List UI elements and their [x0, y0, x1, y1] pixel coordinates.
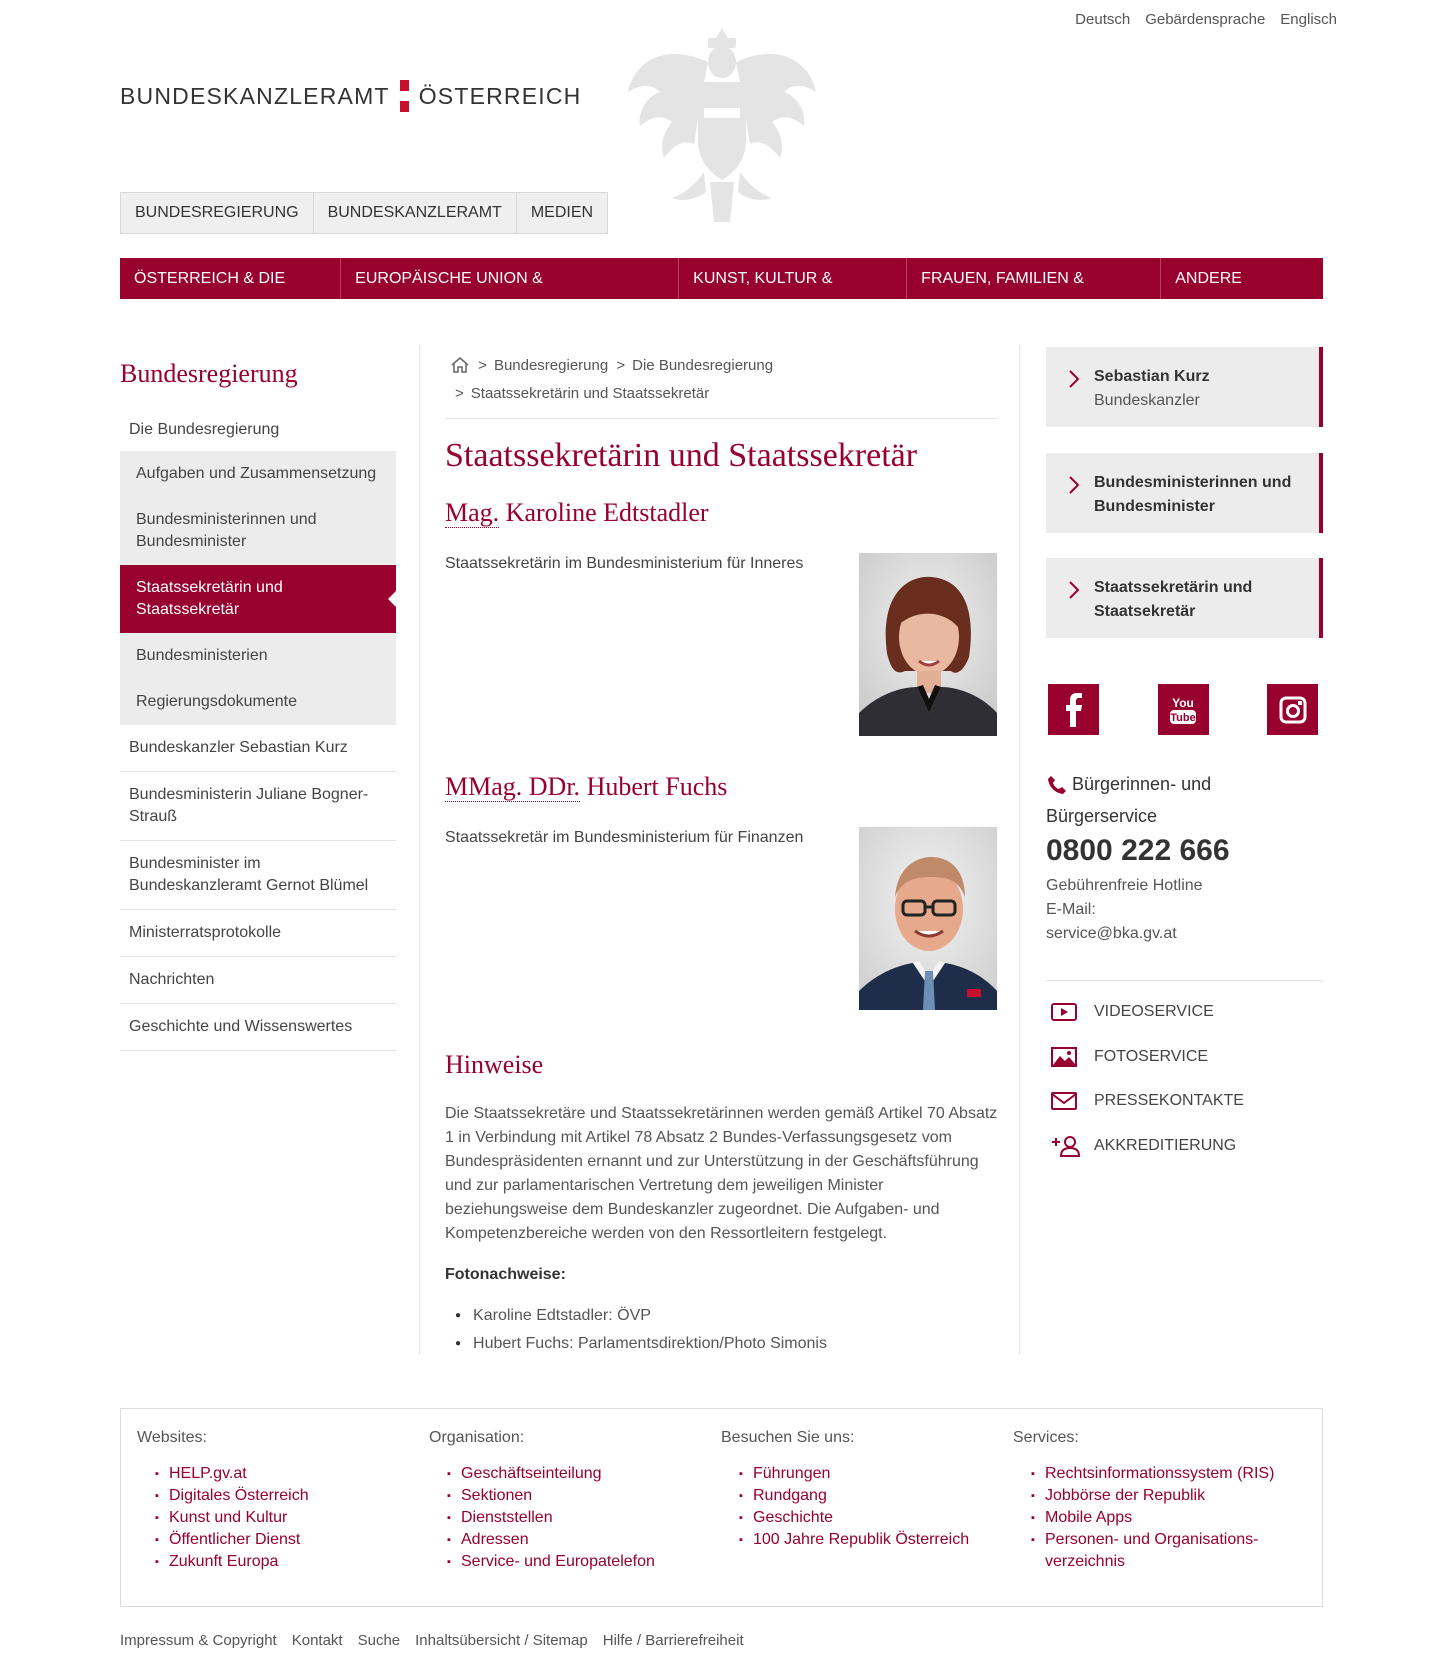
credits-heading: Fotonachweise: — [445, 1266, 566, 1283]
footer-link[interactable]: ▪ Adressen — [447, 1529, 721, 1551]
footer-link[interactable]: ▪ Personen- und Organisations-verzeichnis — [1031, 1529, 1305, 1573]
top-navigation — [120, 192, 608, 234]
site-logo[interactable] — [120, 80, 581, 112]
email-link[interactable]: service@bka.gv.at — [1046, 925, 1177, 942]
card-sebastian-kurz[interactable] — [1046, 347, 1323, 427]
breadcrumb-bundesregierung[interactable]: Bundesregierung — [493, 357, 609, 374]
card-staatssekretaer[interactable] — [1046, 558, 1323, 638]
videoservice-link[interactable] — [1046, 990, 1323, 1035]
service-label: VIDEOSERVICE — [1094, 1003, 1214, 1021]
footer-link[interactable]: ▪ Digitales Österreich — [155, 1485, 429, 1507]
person-role-edtstadler: Staatssekretärin im Bundesministerium für Inneres — [445, 555, 804, 572]
youtube-icon[interactable] — [1158, 684, 1209, 735]
footer — [120, 1408, 1323, 1607]
phone-icon — [1046, 774, 1068, 796]
hotline-title: Bürgerinnen- und Bürgerservice — [1046, 774, 1212, 826]
sidebar-submenu — [120, 451, 396, 725]
topnav-bundeskanzleramt[interactable]: BUNDESKANZLERAMT — [314, 193, 517, 233]
breadcrumb-current: Staatssekretärin und Staatssekretär — [470, 385, 710, 402]
card-bundesminister[interactable] — [1046, 453, 1323, 533]
service-links — [1046, 990, 1323, 1168]
service-label: AKKREDITIERUNG — [1094, 1136, 1237, 1154]
topnav-medien[interactable]: MEDIEN — [530, 204, 594, 221]
person-academic-title: Mag. — [445, 498, 500, 527]
sidebar-item-bundesminister-bka[interactable]: Bundesminister im Bundeskanzleramt Gernot Blümel — [120, 841, 396, 910]
service-label: PRESSEKONTAKTE — [1094, 1092, 1244, 1110]
footer-link[interactable]: ▪ Öffentlicher Dienst — [155, 1529, 429, 1551]
footer-link[interactable]: ▪ Zukunft Europa — [155, 1551, 429, 1573]
sidebar-item-ministerratsprotokolle[interactable]: Ministerratsprotokolle — [120, 910, 396, 957]
person-role-fuchs: Staatssekretär im Bundesministerium für Finanzen — [445, 829, 804, 846]
footer-link[interactable]: ▪ Führungen — [739, 1463, 1013, 1485]
fotoservice-link[interactable] — [1046, 1035, 1323, 1080]
footer-column-services — [1013, 1429, 1305, 1586]
card-title: Sebastian Kurz — [1094, 368, 1210, 385]
kontakt-link[interactable]: Kontakt — [291, 1632, 343, 1649]
footer-link[interactable]: ▪ HELP.gv.at — [155, 1463, 429, 1485]
breadcrumb-separator: > — [616, 357, 626, 374]
footer-heading: Besuchen Sie uns: — [721, 1429, 855, 1446]
mainnav-frauen-familien[interactable]: FRAUEN, FAMILIEN & JUGEND — [907, 258, 1161, 299]
svg-text:Tube: Tube — [1170, 711, 1196, 724]
sidebar-subitem-aufgaben[interactable]: Aufgaben und Zusammensetzung — [136, 465, 377, 482]
list-item: ● Hubert Fuchs: Parlamentsdirektion/Photo Simonis — [455, 1330, 827, 1358]
footer-heading: Websites: — [137, 1429, 207, 1446]
chevron-right-icon — [1068, 369, 1080, 389]
sidebar-subitem-bundesministerien[interactable]: Bundesministerien — [136, 647, 268, 664]
logo-text-left: BUNDESKANZLERAMT — [120, 82, 390, 109]
topnav-bundesregierung[interactable]: BUNDESREGIERUNG — [121, 193, 314, 233]
footer-link[interactable]: ▪ Service- und Europatelefon — [447, 1551, 721, 1573]
footer-bottom-links — [120, 1632, 744, 1649]
breadcrumb-divider — [445, 418, 997, 419]
card-title: Bundesministerinnen und Bundesminister — [1094, 474, 1292, 515]
image-icon — [1051, 1047, 1077, 1067]
breadcrumb-die-bundesregierung[interactable]: Die Bundesregierung — [632, 357, 774, 374]
breadcrumb — [445, 352, 995, 408]
left-divider — [419, 345, 420, 1355]
mainnav-kunst-kultur[interactable]: KUNST, KULTUR & MEDIEN — [679, 258, 907, 299]
mainnav-oesterreich-welt[interactable]: ÖSTERREICH & DIE WELT — [120, 258, 341, 299]
sitemap-link[interactable]: Inhaltsübersicht / Sitemap — [415, 1632, 588, 1649]
sidebar-item-bundesministerin[interactable]: Bundesministerin Juliane Bogner-Strauß — [120, 772, 396, 841]
citizen-service-hotline — [1046, 768, 1323, 946]
facebook-icon[interactable] — [1048, 684, 1099, 735]
page-title: Staatssekretärin und Staatssekretär — [445, 437, 918, 474]
service-divider — [1046, 980, 1323, 981]
austria-flag-icon — [400, 80, 409, 112]
credits-list — [455, 1302, 827, 1358]
sidebar — [120, 345, 396, 1051]
impressum-link[interactable]: Impressum & Copyright — [120, 1632, 277, 1649]
person-academic-title: MMag. DDr. — [445, 772, 581, 801]
footer-column-organisation — [429, 1429, 721, 1586]
footer-link[interactable]: ▪ 100 Jahre Republik Österreich — [739, 1529, 1013, 1551]
add-user-icon — [1051, 1135, 1081, 1157]
akkreditierung-link[interactable] — [1046, 1124, 1323, 1169]
logo-text-right: ÖSTERREICH — [418, 82, 582, 109]
footer-link[interactable]: ▪ Rundgang — [739, 1485, 1013, 1507]
sidebar-subitem-regierungsdokumente[interactable]: Regierungsdokumente — [136, 693, 297, 710]
service-label: FOTOSERVICE — [1094, 1047, 1209, 1065]
hotline-note: Gebührenfreie Hotline — [1046, 877, 1203, 894]
list-item: ● Karoline Edtstadler: ÖVP — [455, 1302, 827, 1330]
sidebar-item-geschichte[interactable]: Geschichte und Wissenswertes — [120, 1004, 396, 1051]
footer-column-websites — [137, 1429, 429, 1586]
language-switch — [1075, 11, 1337, 28]
svg-text:You: You — [1172, 695, 1194, 710]
mail-icon — [1051, 1091, 1077, 1111]
footer-heading: Organisation: — [429, 1429, 525, 1446]
portrait-photo-fuchs — [859, 827, 997, 1010]
sidebar-title: Bundesregierung — [120, 359, 298, 388]
sidebar-item-die-bundesregierung[interactable]: Die Bundesregierung — [129, 421, 280, 438]
hilfe-link[interactable]: Hilfe / Barrierefreiheit — [602, 1632, 744, 1649]
breadcrumb-separator: > — [455, 385, 464, 402]
person-name-text: Hubert Fuchs — [586, 772, 728, 801]
person-name-text: Karoline Edtstadler — [505, 498, 709, 527]
footer-link[interactable]: ▪ Kunst und Kultur — [155, 1507, 429, 1529]
main-navigation — [120, 258, 1323, 328]
breadcrumb-separator: > — [478, 357, 487, 374]
lang-gebaerdensprache[interactable]: Gebärdensprache — [1145, 11, 1266, 28]
mainnav-andere-themen[interactable]: ANDERE THEMEN — [1175, 270, 1243, 328]
chevron-right-icon — [1068, 475, 1080, 495]
footer-link[interactable]: ▪ Sektionen — [447, 1485, 721, 1507]
card-title: Staatssekretärin und Staatsekretär — [1094, 579, 1253, 620]
chevron-right-icon — [1068, 580, 1080, 600]
card-subtitle: Bundeskanzler — [1094, 392, 1200, 409]
sidebar-subitem-staatssekretaer[interactable]: Staatssekretärin und Staatssekretär — [120, 565, 396, 633]
lang-deutsch[interactable]: Deutsch — [1075, 11, 1131, 28]
notes-heading: Hinweise — [445, 1050, 544, 1079]
lang-englisch[interactable]: Englisch — [1280, 11, 1337, 28]
home-icon[interactable] — [450, 356, 470, 373]
person-name-fuchs — [445, 772, 727, 802]
notes-text: Die Staatssekretäre und Staatssekretärinnen werden gemäß Artikel 70 Absatz 1 in Verbindung mit Artikel 78 Absatz 2 Bundes-Verfassungsgesetz vom Bundespräsidenten ernannt und zur Unterstützung in der Geschäftsführung und zur parlamentarischen Vertretung dem jeweiligen Minister beziehungsweise dem Bundeskanzler zugeordnet. Die Aufgaben- und Kompetenzbereiche werden von den Ressortleitern festgelegt. — [445, 1105, 998, 1242]
sidebar-item-nachrichten[interactable]: Nachrichten — [120, 957, 396, 1004]
footer-link[interactable]: ▪ Geschichte — [739, 1507, 1013, 1529]
person-name-edtstadler — [445, 498, 709, 528]
footer-column-besuchen — [721, 1429, 1013, 1586]
pressekontakte-link[interactable] — [1046, 1079, 1323, 1124]
video-icon — [1051, 1002, 1077, 1022]
sidebar-subitem-bundesminister[interactable]: Bundesministerinnen und Bundesminister — [136, 511, 317, 550]
footer-link[interactable]: ▪ Dienststellen — [447, 1507, 721, 1529]
email-label: E-Mail: — [1046, 901, 1096, 918]
footer-link[interactable]: ▪ Mobile Apps — [1031, 1507, 1305, 1529]
footer-link[interactable]: ▪ Rechtsinformationssystem (RIS) — [1031, 1463, 1305, 1485]
sidebar-item-bundeskanzler[interactable]: Bundeskanzler Sebastian Kurz — [120, 725, 396, 772]
eagle-coat-of-arms-icon — [624, 22, 820, 227]
suche-link[interactable]: Suche — [357, 1632, 401, 1649]
instagram-icon[interactable] — [1267, 684, 1318, 735]
footer-heading: Services: — [1013, 1429, 1079, 1446]
hotline-number[interactable]: 0800 222 666 — [1046, 834, 1230, 867]
mainnav-europa[interactable]: EUROPÄISCHE UNION & EUROPAPOLITIK — [341, 258, 679, 299]
footer-link[interactable]: ▪ Geschäftseinteilung — [447, 1463, 721, 1485]
footer-link[interactable]: ▪ Jobbörse der Republik — [1031, 1485, 1305, 1507]
portrait-photo-edtstadler — [859, 553, 997, 736]
social-links — [1048, 684, 1318, 735]
right-divider — [1019, 345, 1020, 1355]
